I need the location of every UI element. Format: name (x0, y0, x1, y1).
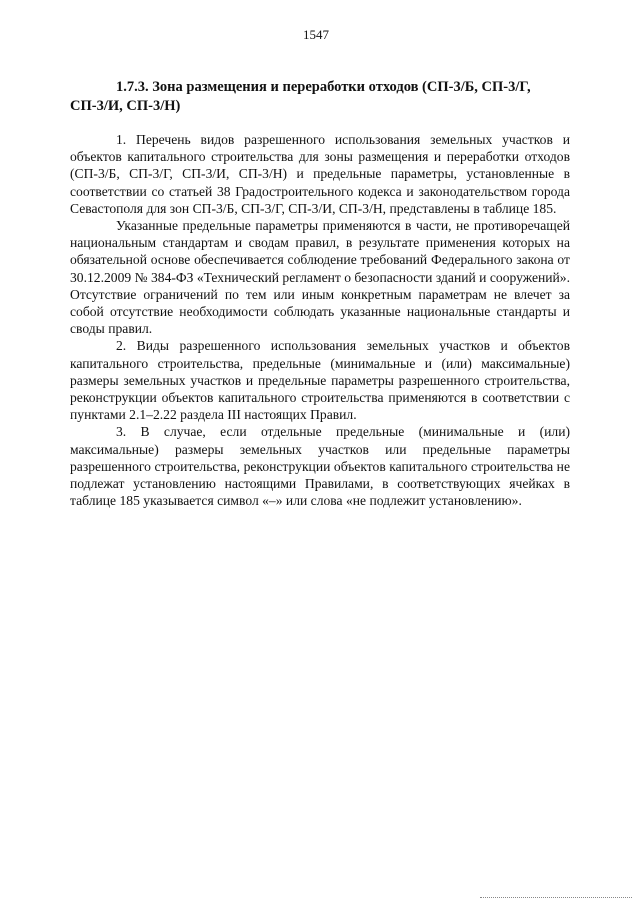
paragraph-4: 3. В случае, если отдельные предельные (минимальные и (или) максимальные) размеры земельных участков или предельные параметры разрешенного строительства, реконструкции объектов капитального строительства не подлежат установлению настоящими Правилами, в соответствующих ячейках в таблице 185 указывается символ «–» или слова «не подлежит установлению». (70, 424, 570, 509)
document-body (70, 131, 570, 509)
section-heading: 1.7.3. Зона размещения и переработки отходов (СП-3/Б, СП-3/Г, СП-3/И, СП-3/Н) (70, 79, 531, 114)
page-number: 1547 (303, 27, 329, 42)
paragraph-2: Указанные предельные параметры применяются в части, не противоречащей национальным стандартам и сводам правил, в результате применения которых на обязательной основе обеспечивается соблюдение требований Федерального закона от 30.12.2009 № 384-ФЗ «Технический регламент о безопасности зданий и сооружений». Отсутствие ограничений по тем или иным конкретным параметрам не влечет за собой отсутствие необходимости соблюдать указанные национальные стандарты и своды правил. (70, 218, 570, 337)
bottom-edge-rule (480, 897, 632, 899)
paragraph-1: 1. Перечень видов разрешенного использования земельных участков и объектов капитального строительства для зоны размещения и переработки отходов (СП-3/Б, СП-3/Г, СП-3/И, СП-3/Н) и предельные параметры, установленные в соответствии со статьей 38 Градостроительного кодекса и законодательством города Севастополя для зон СП-3/Б, СП-3/Г, СП-3/И, СП-3/Н, представлены в таблице 185. (70, 132, 570, 216)
paragraph-3: 2. Виды разрешенного использования земельных участков и объектов капитального строительства, предельные (минимальные и (или) максимальные) размеры земельных участков и предельные параметры разрешенного строительства, реконструкции объектов капитального строительства применяются в соответствии с пунктами 2.1–2.22 раздела III настоящих Правил. (70, 338, 570, 423)
